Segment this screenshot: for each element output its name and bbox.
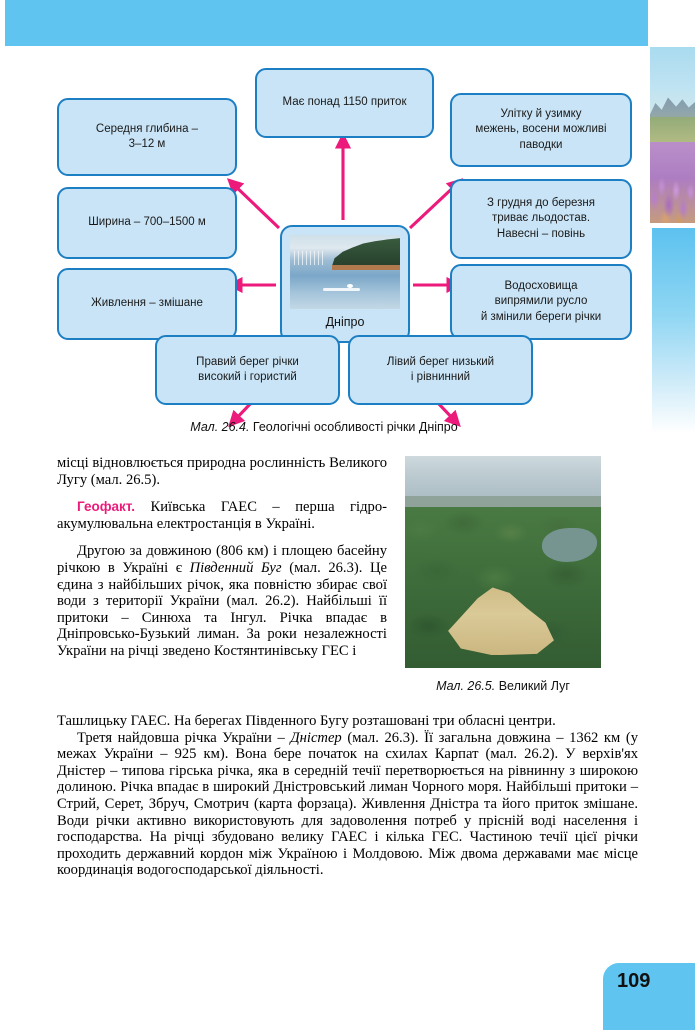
decorative-blue-gradient-strip — [652, 228, 695, 433]
para2-part-a: Другою за довжиною (806 км) і площею басейну річкою в Україні є — [57, 543, 387, 576]
diagram-box-avg-depth — [57, 98, 237, 176]
box-text — [487, 196, 595, 242]
box-text-line1: Улітку й узимку — [500, 108, 582, 121]
box-text-line2: високий і гористий — [198, 371, 297, 383]
diagram-box-reservoirs — [450, 264, 632, 340]
center-node-label: Дніпро — [325, 315, 365, 329]
para2-part-b: (мал. 26.3). Це єдина з найбільших річок, яка повністю збирає свої води з території України (мал. 26.2). Найбільші її притоки – Синюха та Інгул. Річка впадає в Дніпровсько-Бузький лиман. За роки незалежності України на річці зведено Костянтинівську ГЕС і — [57, 559, 388, 659]
photo-shoreline — [332, 265, 400, 270]
box-text-line3: Навесні – повінь — [496, 227, 586, 240]
box-text — [475, 107, 606, 153]
diagram-center-node-dnipro — [280, 225, 410, 343]
box-text-line2: 3–12 м — [128, 138, 166, 150]
diagram-box-ice-cover — [450, 179, 632, 259]
box-text: Має понад 1150 приток — [282, 96, 407, 109]
paragraph-continuation-2: Ташлицьку ГАЕС. На берегах Південного Бугу розташовані три обласні центри. — [57, 713, 556, 729]
figure-caption-26-5 — [405, 679, 601, 693]
top-blue-band — [5, 0, 648, 46]
full-width-text-column — [57, 713, 638, 879]
page-number-badge — [603, 963, 695, 1030]
figure-caption-text: Геологічні особливості річки Дніпро — [249, 420, 458, 434]
paragraph-dnister — [57, 730, 638, 879]
figure-caption-26-4 — [0, 420, 648, 434]
dnipro-river-photo — [290, 235, 400, 309]
paragraph-pivdennyi-buh — [57, 543, 387, 659]
figure-number: Мал. 26.4. — [190, 420, 250, 434]
box-text — [196, 355, 299, 385]
box-text-line2: випрямили русло — [494, 295, 588, 308]
page-number: 109 — [617, 970, 651, 992]
diagram-box-left-bank — [348, 335, 533, 405]
figure-number: Мал. 26.5. — [436, 679, 496, 693]
diagram-box-regime — [450, 93, 632, 167]
box-text-line3: й змінили береги річки — [480, 310, 602, 323]
velykyi-luh-photo — [405, 456, 601, 668]
box-text: Ширина – 700–1500 м — [88, 216, 206, 229]
photo-far-shore — [405, 496, 601, 507]
box-text — [481, 279, 601, 325]
box-text: Живлення – змішане — [91, 297, 203, 310]
diagram-box-right-bank — [155, 335, 340, 405]
diagram-box-width — [57, 187, 237, 259]
photo-boat-wake — [323, 288, 360, 291]
diagram-box-tributaries — [255, 68, 434, 138]
geofakt-label: Геофакт. — [77, 499, 135, 515]
paragraph-continuation: місці відновлюється природна рослинність Великого Лугу (мал. 26.5). — [57, 455, 387, 488]
box-text — [387, 355, 494, 385]
diagram-box-feeding — [57, 268, 237, 340]
paragraph-spacer — [57, 532, 387, 543]
geofakt-paragraph — [57, 499, 387, 532]
box-text-line3: паводки — [519, 138, 563, 151]
box-text-line1: Водосховища — [504, 280, 578, 293]
photo-boat — [347, 284, 353, 288]
river-name-emphasis: Південний Буг — [189, 559, 282, 576]
box-text-line2: межень, восени можливі — [475, 123, 607, 136]
river-name-emphasis: Дністер — [290, 729, 342, 746]
photo-crocus-flowers — [650, 142, 695, 223]
box-text — [96, 122, 198, 152]
left-text-column — [57, 455, 387, 660]
decorative-flower-photo — [650, 47, 695, 223]
para3-part-a: Третя найдовша річка України – — [77, 729, 291, 746]
box-text-line1: З грудня до березня — [487, 197, 595, 210]
box-text-line1: Лівий берег низький — [386, 355, 495, 368]
box-text-line1: Середня глибина – — [95, 122, 199, 135]
geofakt-text: Київська ГАЕС – перша гідроакумулювальна електростанція в Україні. — [57, 499, 387, 532]
dnipro-concept-map — [0, 48, 648, 428]
box-text-line2: і рівнинний — [410, 371, 471, 383]
paragraph-spacer — [57, 488, 387, 499]
para3-part-b: (мал. 26.3). Її загальна довжина – 1362 км (у межах України – 925 км). Вона бере початок на схилах Карпат (мал. 26.2). У верхів'ях Дністер – типова гірська річка, яка в середній течії перетворюється на рівнинну з широкою долиною. Річка впадає в широкий Дністровський лиман Чорного моря. Найбільші притоки – Стрий, Серет, Збруч, Смотрич (карта форзаца). Живлення Дністра та його приток змішане. Води річки активно використовують для задоволення потреб у прісній воді населення і господарства. На річці збудовано велику ГАЕС і кілька ГЕС. Частиною течії цієї річки проходить державний кордон між Україною і Молдовою. Між двома державами має місце координація водогосподарської діяльності. — [57, 729, 638, 879]
box-text-line1: Правий берег річки — [196, 355, 299, 368]
photo-forested-hill — [332, 237, 400, 267]
box-text-line2: триває льодостав. — [491, 212, 591, 225]
figure-caption-text: Великий Луг — [495, 679, 570, 693]
photo-city-skyline — [294, 251, 323, 264]
